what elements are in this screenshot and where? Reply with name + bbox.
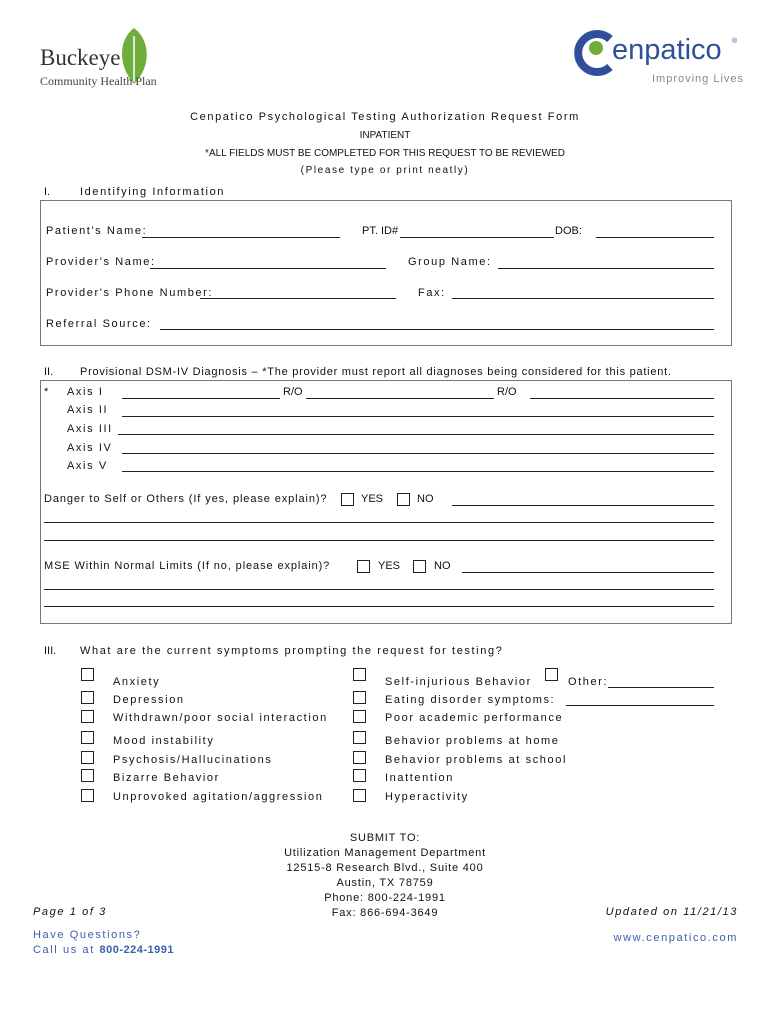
buckeye-name: Buckeye bbox=[40, 45, 121, 70]
section2-title: Provisional DSM-IV Diagnosis – *The provider must report all diagnoses being considered for this patient. bbox=[80, 366, 672, 378]
danger-explain-field-2[interactable] bbox=[44, 522, 714, 523]
referral-source-field[interactable] bbox=[160, 329, 714, 330]
pt-id-field[interactable] bbox=[400, 237, 554, 238]
submit-fax: Fax: 866-694-3649 bbox=[331, 907, 439, 919]
eating-disorder-field[interactable] bbox=[566, 705, 714, 706]
inattention-checkbox[interactable] bbox=[353, 769, 366, 782]
required-notice: *ALL FIELDS MUST BE COMPLETED FOR THIS REQUEST TO BE REVIEWED bbox=[205, 148, 565, 159]
axis5-field[interactable] bbox=[122, 471, 714, 472]
mse-explain-field-1[interactable] bbox=[462, 572, 714, 573]
mse-yes-checkbox[interactable] bbox=[357, 560, 370, 573]
form-subtitle: INPATIENT bbox=[359, 130, 411, 141]
page-number: Page 1 of 3 bbox=[33, 906, 107, 918]
hyperactivity-checkbox[interactable] bbox=[353, 789, 366, 802]
danger-no-checkbox[interactable] bbox=[397, 493, 410, 506]
danger-explain-field-3[interactable] bbox=[44, 540, 714, 541]
group-name-label: Group Name: bbox=[408, 256, 492, 268]
instruction: (Please type or print neatly) bbox=[300, 165, 470, 176]
call-us-prefix: Call us at bbox=[33, 944, 100, 956]
submit-city: Austin, TX 78759 bbox=[336, 877, 434, 889]
call-us-number[interactable]: 800-224-1991 bbox=[99, 944, 175, 956]
submit-street: 12515-8 Research Blvd., Suite 400 bbox=[286, 862, 484, 874]
mse-no-checkbox[interactable] bbox=[413, 560, 426, 573]
academic-performance-label: Poor academic performance bbox=[385, 712, 564, 724]
withdrawn-label: Withdrawn/poor social interaction bbox=[113, 712, 328, 724]
cenpatico-logo bbox=[572, 26, 745, 88]
behavior-school-checkbox[interactable] bbox=[353, 751, 366, 764]
mse-explain-field-2[interactable] bbox=[44, 589, 714, 590]
axis2-field[interactable] bbox=[122, 416, 714, 417]
cenpatico-name: enpatico bbox=[612, 34, 722, 66]
eating-disorder-label: Eating disorder symptoms: bbox=[385, 694, 556, 706]
website-link[interactable]: www.cenpatico.com bbox=[613, 932, 738, 944]
mood-instability-label: Mood instability bbox=[113, 735, 215, 747]
patient-name-label: Patient's Name: bbox=[46, 225, 148, 237]
axis5-label: Axis V bbox=[67, 460, 108, 472]
provider-name-label: Provider's Name: bbox=[46, 256, 156, 268]
section1-title: Identifying Information bbox=[80, 186, 226, 198]
axis3-field[interactable] bbox=[118, 434, 714, 435]
behavior-home-checkbox[interactable] bbox=[353, 731, 366, 744]
other-label: Other: bbox=[568, 676, 609, 688]
self-injurious-checkbox[interactable] bbox=[353, 668, 366, 681]
danger-question: Danger to Self or Others (If yes, please explain)? bbox=[44, 493, 328, 505]
fax-field[interactable] bbox=[452, 298, 714, 299]
provider-phone-label: Provider's Phone Number: bbox=[46, 287, 214, 299]
group-name-field[interactable] bbox=[498, 268, 714, 269]
behavior-home-label: Behavior problems at home bbox=[385, 735, 560, 747]
provider-name-field[interactable] bbox=[150, 268, 386, 269]
depression-label: Depression bbox=[113, 694, 185, 706]
axis4-label: Axis IV bbox=[67, 442, 113, 454]
danger-explain-field-1[interactable] bbox=[452, 505, 714, 506]
updated-date: Updated on 11/21/13 bbox=[605, 906, 738, 918]
agitation-checkbox[interactable] bbox=[81, 789, 94, 802]
mse-no-label: NO bbox=[434, 560, 451, 572]
mood-instability-checkbox[interactable] bbox=[81, 731, 94, 744]
psychosis-checkbox[interactable] bbox=[81, 751, 94, 764]
agitation-label: Unprovoked agitation/aggression bbox=[113, 791, 324, 803]
dob-field[interactable] bbox=[596, 237, 714, 238]
axis1-field[interactable] bbox=[122, 398, 280, 399]
buckeye-subtitle: Community Health Plan bbox=[40, 74, 157, 88]
submit-department: Utilization Management Department bbox=[284, 847, 486, 859]
section1-number: I. bbox=[44, 186, 51, 198]
axis2-label: Axis II bbox=[67, 404, 109, 416]
section3-title: What are the current symptoms prompting the request for testing? bbox=[80, 645, 504, 657]
bizarre-behavior-checkbox[interactable] bbox=[81, 769, 94, 782]
provider-phone-field[interactable] bbox=[200, 298, 396, 299]
axis-required-star: * bbox=[44, 386, 49, 398]
bizarre-behavior-label: Bizarre Behavior bbox=[113, 772, 220, 784]
form-title: Cenpatico Psychological Testing Authorization Request Form bbox=[190, 111, 580, 123]
call-us-line bbox=[33, 944, 174, 956]
mse-yes-label: YES bbox=[378, 560, 401, 572]
axis1-ro1-label: R/O bbox=[283, 386, 303, 398]
referral-source-label: Referral Source: bbox=[46, 318, 152, 330]
patient-name-field[interactable] bbox=[142, 237, 340, 238]
section2-number: II. bbox=[44, 366, 54, 378]
danger-yes-checkbox[interactable] bbox=[341, 493, 354, 506]
cenpatico-tagline: Improving Lives bbox=[652, 73, 745, 85]
psychosis-label: Psychosis/Hallucinations bbox=[113, 754, 273, 766]
submit-phone: Phone: 800-224-1991 bbox=[324, 892, 446, 904]
danger-yes-label: YES bbox=[361, 493, 384, 505]
hyperactivity-label: Hyperactivity bbox=[385, 791, 469, 803]
axis1-ro1-field[interactable] bbox=[306, 398, 494, 399]
axis1-ro2-label: R/O bbox=[497, 386, 517, 398]
other-checkbox[interactable] bbox=[545, 668, 558, 681]
anxiety-checkbox[interactable] bbox=[81, 668, 94, 681]
axis1-label: Axis I bbox=[67, 386, 104, 398]
pt-id-label: PT. ID# bbox=[362, 225, 399, 237]
submit-block bbox=[185, 831, 585, 921]
axis1-ro2-field[interactable] bbox=[530, 398, 714, 399]
self-injurious-label: Self-injurious Behavior bbox=[385, 676, 532, 688]
inattention-label: Inattention bbox=[385, 772, 454, 784]
section3-number: III. bbox=[44, 645, 57, 657]
anxiety-label: Anxiety bbox=[113, 676, 161, 688]
eating-disorder-checkbox[interactable] bbox=[353, 691, 366, 704]
depression-checkbox[interactable] bbox=[81, 691, 94, 704]
fax-label: Fax: bbox=[418, 287, 446, 299]
danger-no-label: NO bbox=[417, 493, 434, 505]
dob-label: DOB: bbox=[555, 225, 582, 237]
submit-heading: SUBMIT TO: bbox=[349, 832, 421, 844]
behavior-school-label: Behavior problems at school bbox=[385, 754, 567, 766]
axis4-field[interactable] bbox=[122, 453, 714, 454]
mse-question: MSE Within Normal Limits (If no, please explain)? bbox=[44, 560, 331, 572]
withdrawn-checkbox[interactable] bbox=[81, 710, 94, 723]
axis3-label: Axis III bbox=[67, 423, 113, 435]
have-questions: Have Questions? bbox=[33, 929, 142, 941]
other-field[interactable] bbox=[608, 687, 714, 688]
mse-explain-field-3[interactable] bbox=[44, 606, 714, 607]
buckeye-logo bbox=[40, 26, 200, 96]
registered-mark: ® bbox=[732, 38, 738, 45]
academic-performance-checkbox[interactable] bbox=[353, 710, 366, 723]
